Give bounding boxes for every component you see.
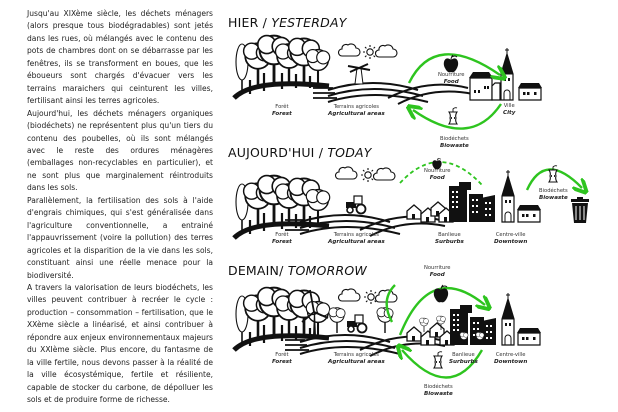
downtown-towers	[450, 305, 496, 345]
label-fr: Biodéchets	[539, 188, 568, 194]
cloud-icon	[339, 44, 361, 56]
cloud-icon	[376, 45, 398, 57]
title-fr: HIER /	[228, 15, 272, 30]
city-illustration	[469, 48, 542, 100]
tractor-icon	[346, 196, 366, 214]
label-food	[424, 265, 451, 279]
label-fr: Terrains agricoles	[333, 232, 380, 238]
label-en: Forest	[272, 110, 292, 117]
section-title-yesterday	[228, 15, 347, 30]
label-suburbs	[449, 352, 478, 366]
section-title-today	[228, 145, 372, 160]
apple-core-icon	[434, 352, 442, 368]
label-biowaste	[424, 384, 453, 398]
label-downtown	[494, 352, 527, 366]
title-en: TOMORROW	[287, 263, 367, 278]
label-en: City	[503, 109, 516, 116]
label-food	[438, 72, 465, 86]
label-agricultural-areas	[328, 232, 385, 246]
title-fr: AUJOURD'HUI /	[228, 145, 328, 160]
label-en: Forest	[272, 358, 292, 365]
paragraph-3: Parallèlement, la fertilisation des sols à l'aide d'engrais chimiques, qui s'est généralisée dans l'agriculture conventionnelle, a entrainé l'appauvrissement (voire la pollution) des terres agricoles et la disparition de la vie dans les sols, constituant ainsi une réelle menace pour la biodiversité.	[27, 195, 213, 280]
label-fr: Banlieue	[438, 232, 461, 238]
label-agricultural-areas	[328, 104, 385, 118]
section-title-tomorrow	[228, 263, 367, 278]
label-en: Forest	[272, 238, 292, 245]
cloud-icon	[336, 167, 358, 179]
label-en: Downtown	[494, 238, 528, 245]
label-fr: Terrains agricoles	[333, 104, 380, 110]
forest-illustration	[234, 288, 330, 350]
downtown-church	[502, 170, 514, 222]
label-food	[424, 168, 451, 182]
label-biowaste	[440, 136, 469, 150]
tractor-icon	[347, 315, 367, 333]
downtown-church	[502, 293, 514, 345]
label-en: Surburbs	[435, 238, 464, 245]
label-fr: Centre-ville	[495, 352, 526, 358]
tree-icon	[329, 308, 345, 333]
suburbs-illustration	[407, 316, 454, 345]
label-forest	[272, 232, 292, 246]
fields-illustration	[313, 83, 473, 104]
downtown-house	[517, 328, 541, 345]
downtown-house	[517, 205, 541, 222]
label-fr: Biodéchets	[424, 384, 453, 390]
paragraph-2: Aujourd'hui, les déchets ménagers organiques (biodéchets) ne représentent plus qu'un tiers du contenu des poubelles, où ils sont mélangés avec le reste des ordures ménagères (emballages non-recyclables en particulier), et ne sont plus que marginalement réintroduits dans les sols.	[27, 108, 213, 193]
label-city	[503, 103, 515, 117]
apple-core-icon	[549, 166, 557, 182]
paragraph-1: Jusqu'au XIXème siècle, les déchets ménagers (alors presque tous biodégradables) sont jetés dans les rues, où mélangés avec le contenu des pots de chambres dont on se débarrasse par les fenêtres, ils se transforment en boues, que les éboueurs sont chargés d'évacuer vers les terrains maraichers qui ceinturent les villes, fertilisant ainsi les terres agricoles.	[27, 9, 213, 106]
label-forest	[272, 352, 292, 366]
trash-bin-icon	[571, 197, 589, 223]
label-en: Food	[429, 271, 445, 278]
label-fr: Centre-ville	[495, 232, 526, 238]
label-forest	[272, 104, 292, 118]
label-en: Agricultural areas	[328, 238, 385, 245]
title-en: YESTERDAY	[271, 15, 347, 30]
suburbs-illustration	[407, 202, 453, 222]
title-fr: DEMAIN/	[228, 263, 288, 278]
cloud-icon	[374, 168, 396, 180]
label-agricultural-areas	[328, 352, 385, 366]
today-scene	[234, 158, 589, 238]
cloud-icon	[339, 289, 361, 301]
label-en: Biowaste	[424, 390, 453, 397]
downtown-towers	[449, 182, 495, 222]
paragraph-4: A travers la valorisation de leurs biodéchets, les villes peuvent contribuer à recréer le cycle : production – consommation – fertilisation, que le XXème siècle a linéarisé, et ainsi contribuer à répondre aux enjeux environnementaux majeurs du XXIème siècle. Plus encore, du fantasme de la ville fertile, nous devons passer à la réalité de la ville écosystémique, fertile et résiliente, capable de stocker du carbone, de dépolluer les sols et de produire forme de richesse.	[27, 282, 213, 405]
label-fr: Nourriture	[438, 72, 465, 78]
label-fr: Nourriture	[424, 265, 451, 271]
sun-icon	[361, 168, 375, 182]
label-en: Downtown	[494, 358, 528, 365]
label-fr: Banlieue	[452, 352, 475, 358]
label-en: Food	[429, 174, 445, 181]
label-downtown	[494, 232, 527, 246]
forest-illustration	[234, 176, 330, 238]
label-fr: Terrains agricoles	[333, 352, 380, 358]
label-en: Food	[443, 78, 459, 85]
label-fr: Ville	[503, 103, 515, 109]
apple-icon	[444, 55, 458, 72]
label-fr: Biodéchets	[440, 136, 469, 142]
apple-core-icon	[449, 108, 457, 124]
sun-icon	[363, 45, 377, 59]
label-en: Biowaste	[440, 142, 469, 149]
windmill-icon	[348, 64, 370, 84]
label-fr: Nourriture	[424, 168, 451, 174]
label-biowaste	[539, 188, 568, 202]
label-en: Agricultural areas	[328, 110, 385, 117]
label-en: Surburbs	[449, 358, 478, 365]
label-fr: Forêt	[275, 232, 289, 238]
label-fr: Forêt	[275, 352, 289, 358]
label-en: Agricultural areas	[328, 358, 385, 365]
label-fr: Forêt	[275, 104, 289, 110]
label-suburbs	[435, 232, 464, 246]
label-en: Biowaste	[539, 194, 568, 201]
title-en: TODAY	[327, 145, 372, 160]
